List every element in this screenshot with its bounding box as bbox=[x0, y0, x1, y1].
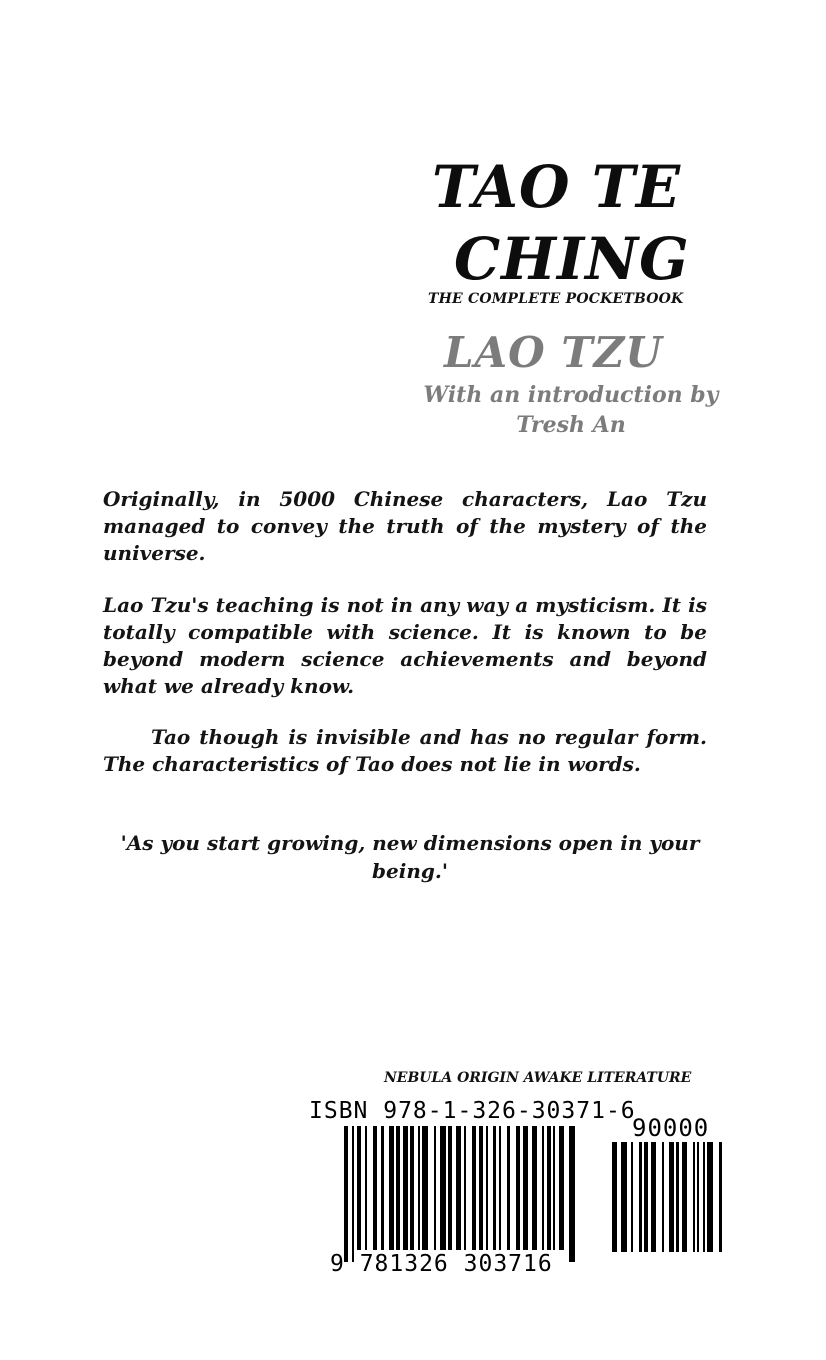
blurb-paragraph-3: Tao though is invisible and has no regular form. The characteristics of Tao does not lie in words. bbox=[103, 725, 707, 776]
barcode-bar bbox=[507, 1126, 510, 1250]
barcode-bar bbox=[676, 1142, 679, 1252]
barcode-bar bbox=[542, 1126, 544, 1250]
barcode-bar bbox=[381, 1126, 384, 1250]
barcode-bar bbox=[612, 1142, 617, 1252]
barcode-bar bbox=[693, 1142, 695, 1252]
barcode-bar bbox=[472, 1126, 476, 1250]
barcode-bar bbox=[707, 1142, 713, 1252]
barcode-bar bbox=[403, 1126, 408, 1250]
isbn-label: ISBN 978-1-326-30371-6 bbox=[309, 1098, 636, 1124]
barcode-bar bbox=[697, 1142, 699, 1252]
barcode-bar bbox=[553, 1126, 555, 1250]
barcode-bar bbox=[499, 1126, 501, 1250]
barcode-bar bbox=[719, 1142, 722, 1252]
barcode-bar bbox=[621, 1142, 627, 1252]
barcode-bar bbox=[639, 1142, 642, 1252]
barcode-bar bbox=[418, 1126, 420, 1250]
barcode-bar bbox=[396, 1126, 400, 1250]
barcode-bar bbox=[410, 1126, 414, 1250]
barcode-bar bbox=[703, 1142, 705, 1252]
book-title-line-2: CHING bbox=[454, 225, 690, 293]
barcode-addon-bars bbox=[612, 1142, 722, 1252]
barcode-bar bbox=[569, 1126, 575, 1262]
barcode-bar bbox=[486, 1126, 488, 1250]
author-name: LAO TZU bbox=[444, 328, 663, 377]
barcode-bar bbox=[493, 1126, 496, 1250]
barcode-bar bbox=[434, 1126, 436, 1250]
barcode-bar bbox=[631, 1142, 633, 1252]
book-title-line-1: TAO TE bbox=[432, 153, 682, 221]
publisher-imprint: NEBULA ORIGIN AWAKE LITERATURE bbox=[384, 1070, 692, 1086]
barcode-bar bbox=[352, 1126, 354, 1262]
barcode-bar bbox=[516, 1126, 520, 1250]
barcode-bar bbox=[662, 1142, 664, 1252]
barcode-bar bbox=[389, 1126, 394, 1250]
pull-quote: 'As you start growing, new dimensions open in your being.' bbox=[120, 831, 700, 883]
barcode-bar bbox=[440, 1126, 446, 1250]
barcode-bar bbox=[644, 1142, 648, 1252]
barcode-bar bbox=[344, 1126, 348, 1262]
barcode-bar bbox=[365, 1126, 367, 1250]
barcode-bar bbox=[479, 1126, 483, 1250]
barcode-bar bbox=[523, 1126, 528, 1250]
barcode-bar bbox=[682, 1142, 687, 1252]
barcode-bar bbox=[464, 1126, 466, 1250]
blurb-paragraph-1: Originally, in 5000 Chinese characters, Lao Tzu managed to convey the truth of the mystery of the universe. bbox=[103, 487, 707, 565]
barcode-bar bbox=[669, 1142, 674, 1252]
barcode-bar bbox=[456, 1126, 461, 1250]
barcode-bar bbox=[357, 1126, 361, 1250]
book-subtitle: THE COMPLETE POCKETBOOK bbox=[428, 291, 684, 307]
barcode-bar bbox=[651, 1142, 656, 1252]
price-code: 90000 bbox=[632, 1114, 710, 1142]
blurb-paragraph-2: Lao Tzu's teaching is not in any way a mysticism. It is totally compatible with science. It is known to be beyond modern science achievements and beyond what we already know. bbox=[103, 593, 707, 698]
barcode-main-bars bbox=[344, 1126, 575, 1262]
barcode-digits: 9 781326 303716 bbox=[330, 1251, 553, 1277]
introduction-credit: With an introduction by Tresh An bbox=[423, 382, 719, 438]
barcode-bar bbox=[373, 1126, 377, 1250]
barcode-bar bbox=[559, 1126, 564, 1250]
barcode-bar bbox=[422, 1126, 428, 1250]
barcode-bar bbox=[448, 1126, 452, 1250]
barcode-bar bbox=[532, 1126, 537, 1250]
barcode-bar bbox=[547, 1126, 551, 1250]
